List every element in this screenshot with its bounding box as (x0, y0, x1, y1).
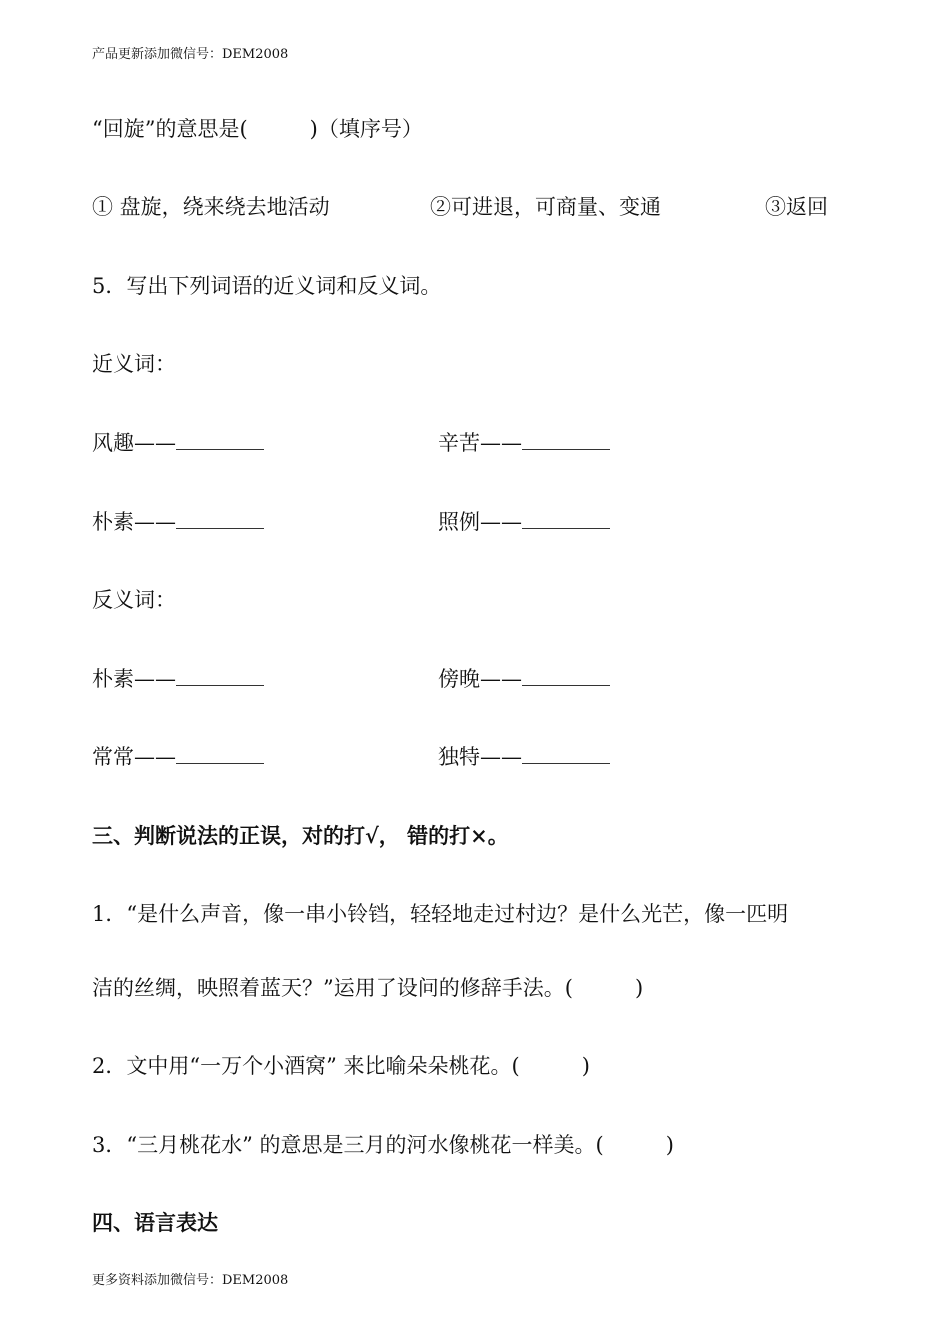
word: 常常—— (92, 745, 176, 769)
word: 朴素—— (92, 510, 176, 534)
answer-blank[interactable] (176, 431, 264, 450)
antonym-item (92, 663, 264, 693)
judge-item-3: 3．“三月桃花水” 的意思是三月的河水像桃花一样美。( ) (92, 1133, 674, 1157)
q4-definition-prompt (92, 113, 423, 143)
answer-blank[interactable] (522, 667, 610, 686)
antonym-item (92, 741, 264, 771)
section3-title: 三、判断说法的正误，对的打√， 错的打×。 (92, 823, 509, 848)
q4-prompt-start: “回旋”的意思是( (92, 117, 248, 141)
q4-option-2: ②可进退，可商量、变通 (430, 195, 661, 219)
answer-blank[interactable] (522, 745, 610, 764)
word: 傍晚—— (438, 667, 522, 691)
word: 辛苦—— (438, 431, 522, 455)
synonym-item (92, 427, 264, 457)
synonym-item (92, 506, 264, 536)
word: 朴素—— (92, 667, 176, 691)
judge-item-1-line-2: 洁的丝绸，映照着蓝天？”运用了设问的修辞手法。( ) (92, 976, 644, 1000)
antonym-label: 反义词： (92, 588, 176, 612)
page-footer: 更多资料添加微信号：DEM2008 (92, 1273, 289, 1288)
q4-option-3: ③返回 (765, 195, 828, 219)
antonym-item (438, 663, 610, 693)
judge-item-1-line-1: 1．“是什么声音，像一串小铃铛，轻轻地走过村边？是什么光芒，像一匹明 (92, 902, 789, 926)
word: 独特—— (438, 745, 522, 769)
word: 风趣—— (92, 431, 176, 455)
synonym-label: 近义词： (92, 352, 176, 376)
synonym-item (438, 506, 610, 536)
synonym-item (438, 427, 610, 457)
word: 照例—— (438, 510, 522, 534)
page-header: 产品更新添加微信号：DEM2008 (92, 47, 289, 62)
answer-blank[interactable] (522, 431, 610, 450)
judge-item-2: 2．文中用“一万个小酒窝” 来比喻朵朵桃花。( ) (92, 1054, 590, 1078)
q4-option-1: ① 盘旋，绕来绕去地活动 (92, 195, 330, 219)
answer-blank[interactable] (176, 667, 264, 686)
answer-blank[interactable] (176, 745, 264, 764)
q4-prompt-end: )（填序号） (309, 117, 423, 141)
answer-blank[interactable] (522, 510, 610, 529)
answer-blank[interactable] (176, 510, 264, 529)
antonym-item (438, 741, 610, 771)
q5-title: 5．写出下列词语的近义词和反义词。 (92, 274, 442, 298)
section4-title: 四、语言表达 (92, 1210, 218, 1235)
